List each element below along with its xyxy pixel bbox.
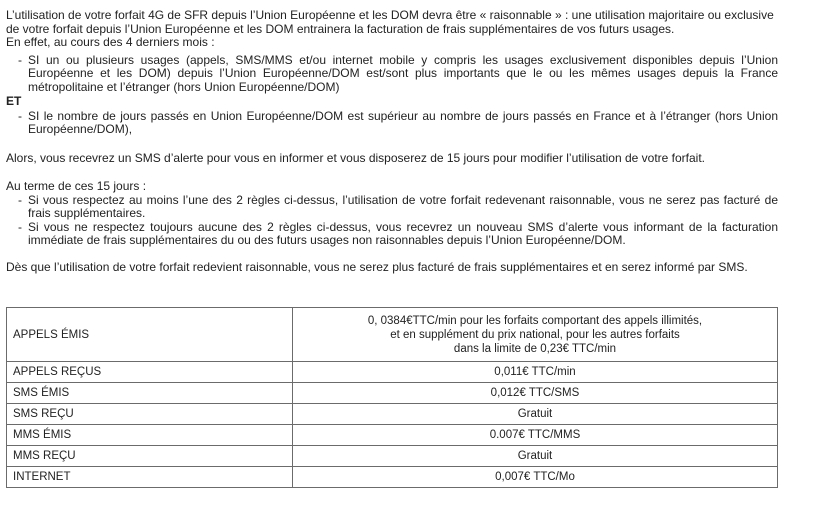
table-row [7, 446, 778, 467]
row-value: 0.007€ TTC/MMS [293, 425, 778, 446]
pricing-table [6, 307, 778, 488]
row-label: SMS ÉMIS [7, 383, 293, 404]
condition-days: - SI le nombre de jours passés en Union Européenne/DOM est supérieur au nombre de jours passés en France et à l’étranger (hors Union Européenne/DOM), [18, 110, 778, 137]
row-value: Gratuit [293, 446, 778, 467]
closing-paragraph: Dès que l’utilisation de votre forfait redevient raisonnable, vous ne serez plus facturé de frais supplémentaires et en serez informé par SMS. [6, 259, 748, 274]
row-label: MMS REÇU [7, 446, 293, 467]
table-row [7, 383, 778, 404]
row-value-line: 0, 0384€TTC/min pour les forfaits comportant des appels illimités, [367, 314, 703, 327]
row-label: SMS REÇU [7, 404, 293, 425]
intro-paragraph [6, 9, 778, 50]
table-row [7, 308, 778, 362]
row-value-line: et en supplément du prix national, pour les autres forfaits [390, 328, 680, 341]
document-body [6, 9, 778, 274]
followup-list [6, 194, 778, 248]
row-value-line: dans la limite de 0,23€ TTC/min [453, 342, 617, 355]
followup-case-compliant: - Si vous respectez au moins l’une des 2 règles ci-dessus, l’utilisation de votre forfait redevenant raisonnable, vous ne serez pas facturé de frais supplémentaires. [18, 194, 778, 221]
conditions-connector: ET [6, 94, 22, 108]
alert-paragraph: Alors, vous recevrez un SMS d’alerte pour vous en informer et vous disposerez de 15 jours pour modifier l’utilisation de votre forfait. [6, 150, 705, 165]
row-value: 0,007€ TTC/Mo [293, 467, 778, 488]
row-label: INTERNET [7, 467, 293, 488]
intro-text: L’utilisation de votre forfait 4G de SFR depuis l’Union Européenne et les DOM devra être « raisonnable » : une utilisation majoritaire ou exclusive de votre forfait depuis l’Union Européenne et les DOM entrainera la facturation de frais supplémentaires de vos futurs usages. [6, 8, 774, 36]
row-value: 0,011€ TTC/min [293, 362, 778, 383]
row-value: 0,012€ TTC/SMS [293, 383, 778, 404]
row-label: APPELS ÉMIS [7, 308, 293, 362]
conditions-list-2 [6, 110, 778, 137]
table-row [7, 467, 778, 488]
intro-period-text: En effet, au cours des 4 derniers mois : [6, 35, 215, 49]
followup-heading: Au terme de ces 15 jours : [6, 179, 147, 193]
row-label: MMS ÉMIS [7, 425, 293, 446]
followup-case-noncompliant: - Si vous ne respectez toujours aucune des 2 règles ci-dessus, vous recevrez un nouveau SMS d’alerte vous informant de la facturation immédiate de frais supplémentaires du ou des futurs usages non raisonnables depuis l’Union Européenne/DOM. [18, 221, 778, 248]
table-row [7, 404, 778, 425]
table-row [7, 425, 778, 446]
row-value: Gratuit [293, 404, 778, 425]
table-row [7, 362, 778, 383]
row-label: APPELS REÇUS [7, 362, 293, 383]
condition-usage: - SI un ou plusieurs usages (appels, SMS/MMS et/ou internet mobile y compris les usages exclusivement disponibles depuis l’Union Européenne et les DOM) depuis l’Union Européenne/DOM est/sont plus importants que le ou les mêmes usages depuis la France métropolitaine et l’étranger (hors Union Européenne/DOM) [18, 54, 778, 95]
row-value [293, 308, 778, 362]
conditions-list [6, 54, 778, 95]
